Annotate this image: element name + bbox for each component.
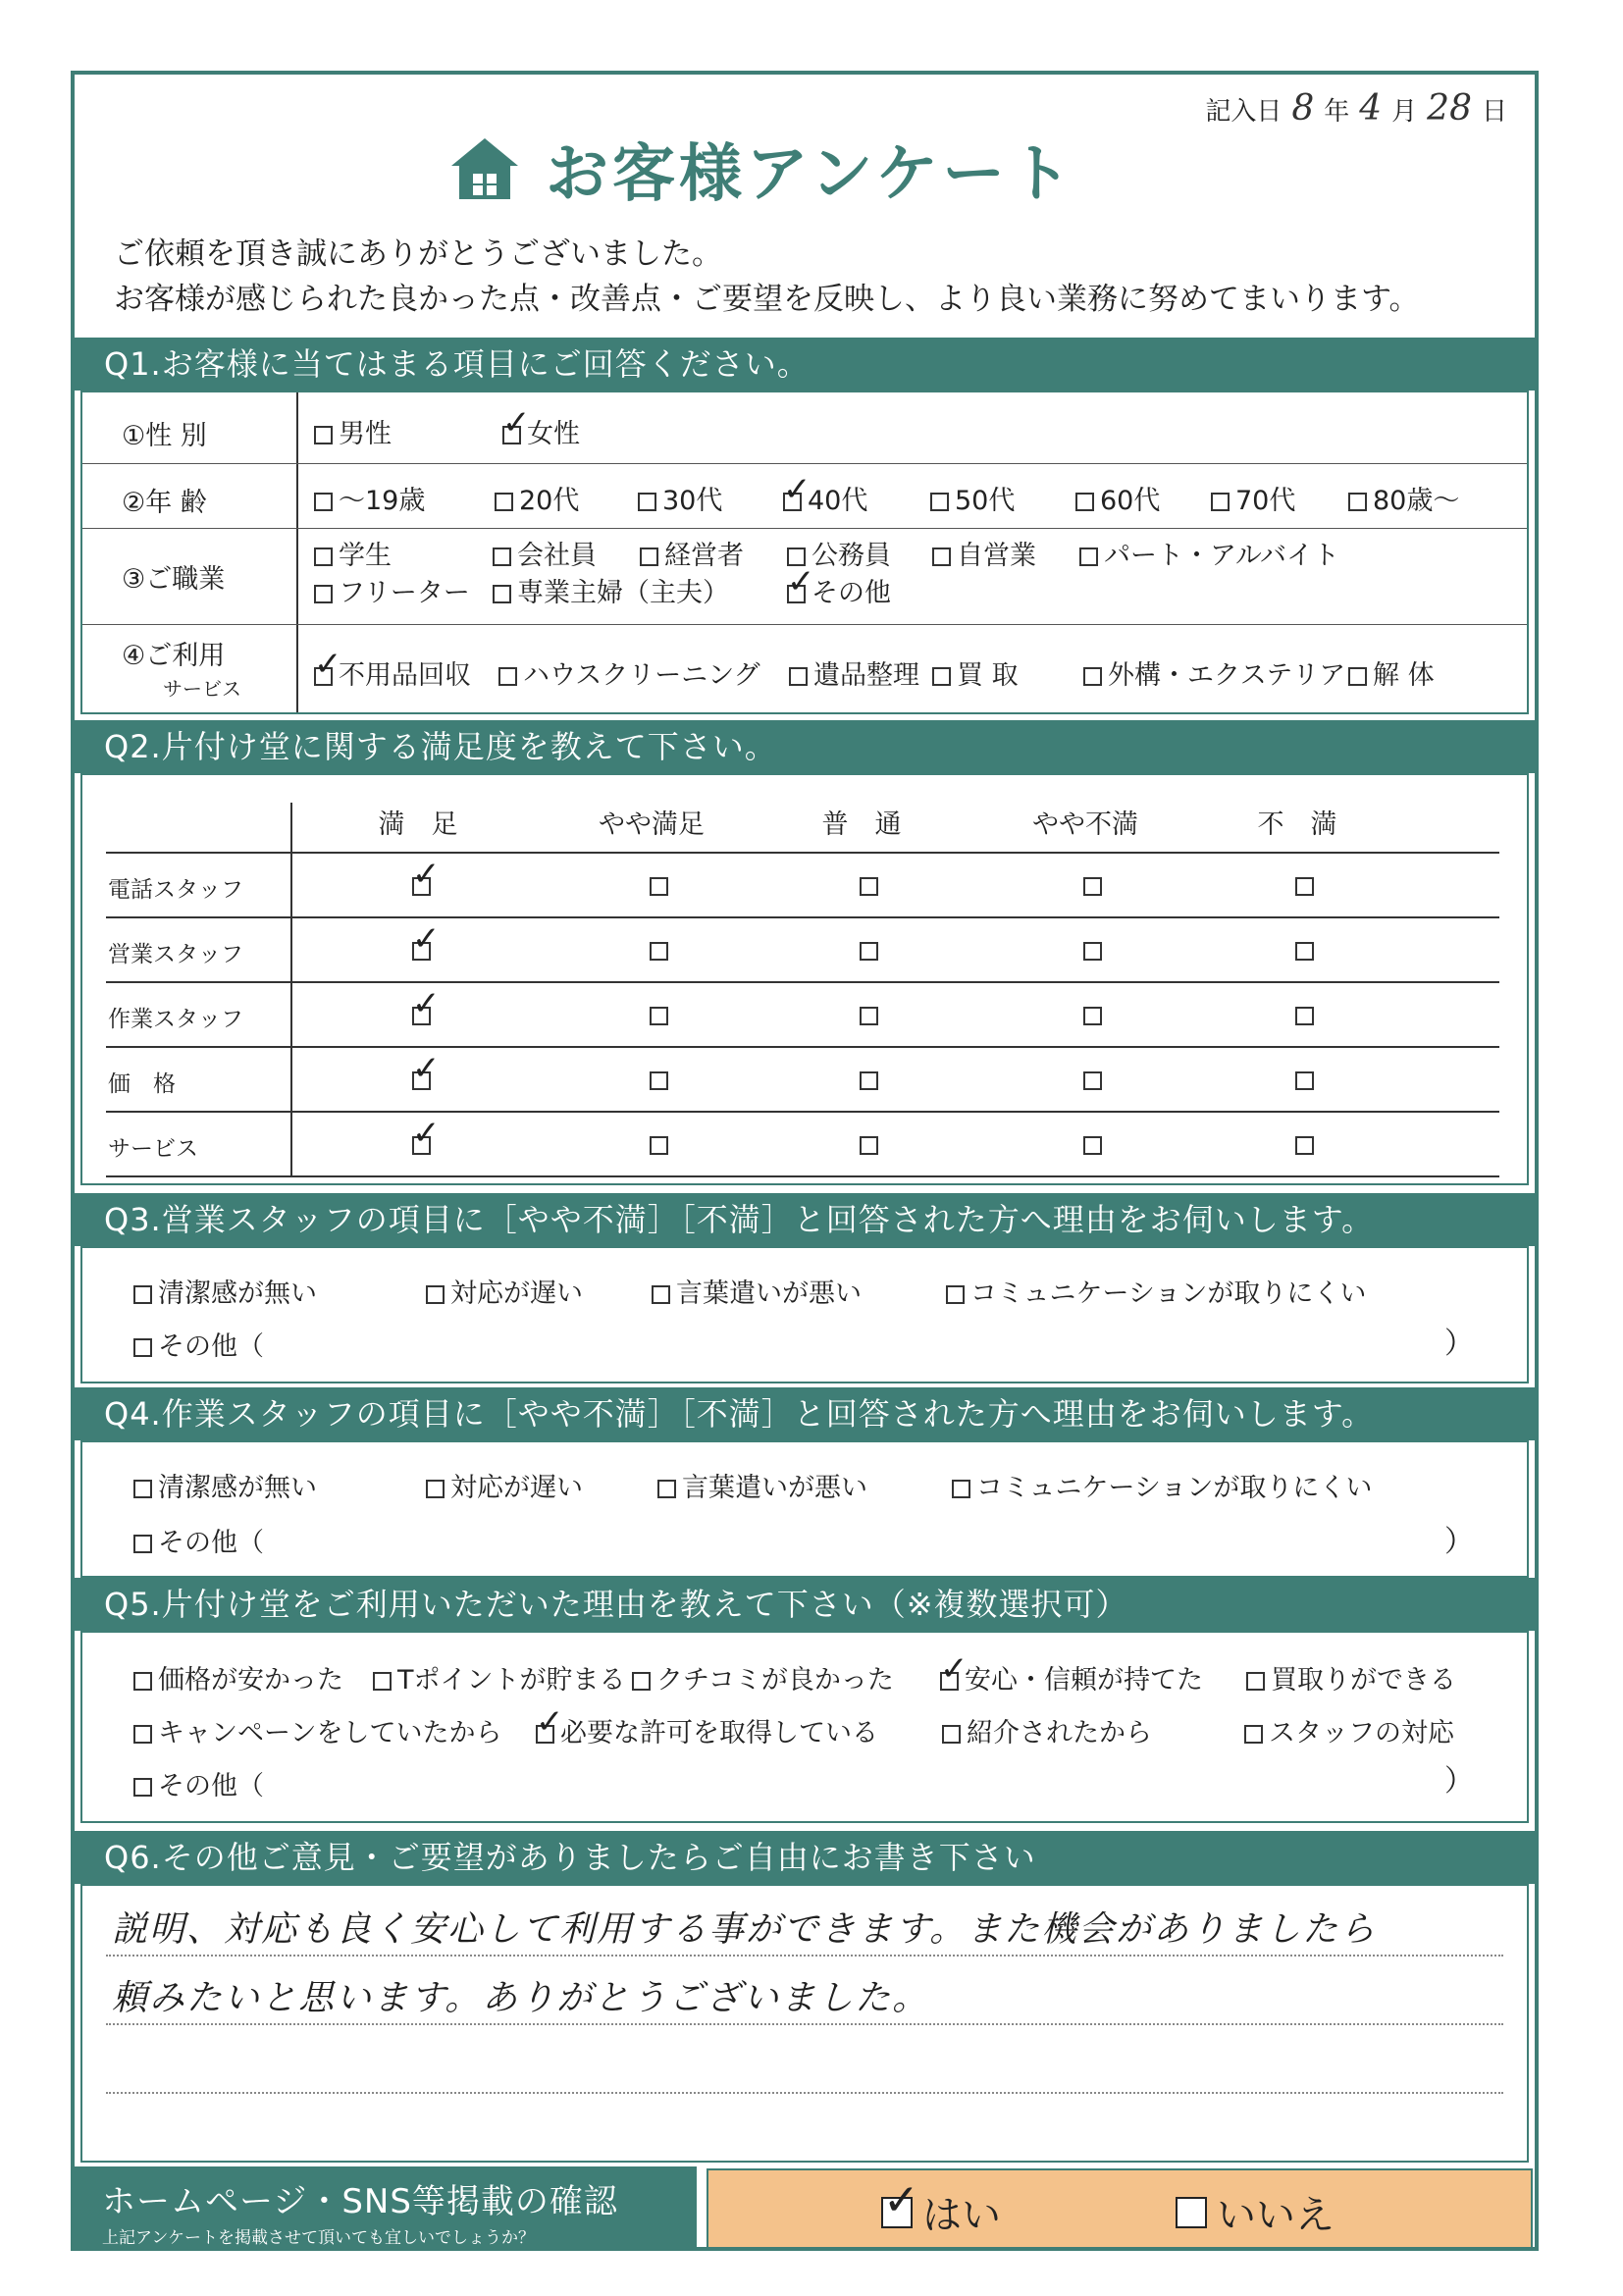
- publish-consent-subtitle: 上記アンケートを掲載させて頂いても宜しいでしょうか？: [102, 2228, 535, 2248]
- q3-option-communication[interactable]: コミュニケーションが取りにくい: [946, 1272, 1366, 1310]
- job-option-freeter[interactable]: フリーター: [314, 571, 470, 609]
- publish-consent-options: [707, 2168, 1533, 2249]
- q3-close-paren: ）: [1444, 1327, 1474, 1361]
- q2-row-label: 作業スタッフ: [108, 1007, 243, 1032]
- q2-rating-checkbox[interactable]: [1295, 877, 1314, 896]
- q5-option-campaign[interactable]: キャンペーンをしていたから: [133, 1711, 501, 1749]
- q6-section: [80, 1884, 1529, 2163]
- job-option-other[interactable]: ✓ その他: [787, 571, 891, 609]
- q2-row-divider: [106, 916, 1499, 918]
- q5-option-staff[interactable]: スタッフの対応: [1244, 1711, 1454, 1749]
- consent-no-checkbox[interactable]: [1176, 2197, 1207, 2228]
- q5-option-reviews[interactable]: クチコミが良かった: [632, 1658, 894, 1696]
- q5-option-trust[interactable]: ✓ 安心・信頼が持てた: [940, 1658, 1203, 1696]
- consent-no-label: いいえ: [1217, 2193, 1335, 2238]
- q5-option-other[interactable]: その他（: [133, 1764, 264, 1802]
- q2-rating-checkbox[interactable]: [1083, 942, 1102, 961]
- intro-line-1: ご依頼を頂き誠にありがとうございました。: [114, 236, 722, 272]
- age-option-under19[interactable]: ～19歳: [314, 479, 425, 517]
- q2-rating-checkbox[interactable]: [650, 1007, 668, 1025]
- q5-option-cheap[interactable]: 価格が安かった: [133, 1658, 343, 1696]
- gender-option-male[interactable]: 男性: [314, 412, 392, 450]
- age-option-20s[interactable]: 20代: [495, 479, 579, 517]
- gender-option-female[interactable]: ✓ 女性: [502, 412, 580, 450]
- date-year[interactable]: 8: [1291, 88, 1315, 129]
- job-option-civil-servant[interactable]: 公務員: [787, 534, 891, 572]
- job-option-student[interactable]: 学生: [314, 534, 392, 572]
- q2-rating-checkbox[interactable]: [1083, 877, 1102, 896]
- consent-no[interactable]: [1176, 2184, 1335, 2240]
- age-label: ②年 齢: [122, 488, 207, 518]
- service-option-junk-removal[interactable]: ✓ 不用品回収: [314, 653, 471, 692]
- date-label: 記入日: [1205, 97, 1283, 127]
- q4-option-other[interactable]: その他（: [133, 1521, 264, 1559]
- col-somewhat-dissatisfied: やや不満: [1032, 809, 1138, 840]
- q2-rating-checkbox[interactable]: [412, 1071, 431, 1090]
- q2-rating-checkbox[interactable]: [650, 1136, 668, 1155]
- publish-consent-title: ホームページ・SNS等掲載の確認: [102, 2182, 618, 2221]
- entry-date: [1205, 88, 1507, 129]
- col-satisfied: 満 足: [378, 809, 458, 840]
- service-option-purchase[interactable]: 買 取: [932, 653, 1019, 692]
- age-option-70s[interactable]: 70代: [1211, 479, 1295, 517]
- q2-rating-checkbox[interactable]: [860, 942, 878, 961]
- q2-rating-checkbox[interactable]: [1083, 1007, 1102, 1025]
- q4-option-rude[interactable]: 言葉遣いが悪い: [657, 1466, 867, 1504]
- q2-rating-checkbox[interactable]: [860, 1071, 878, 1090]
- date-day[interactable]: 28: [1427, 88, 1472, 129]
- job-option-self-employed[interactable]: 自営業: [932, 534, 1036, 572]
- q4-close-paren: ）: [1444, 1525, 1474, 1559]
- q4-option-unclean[interactable]: 清潔感が無い: [133, 1466, 317, 1504]
- service-option-demolition[interactable]: 解 体: [1348, 653, 1435, 692]
- date-month-unit: 月: [1391, 97, 1418, 127]
- job-option-executive[interactable]: 経営者: [640, 534, 744, 572]
- q3-section: [80, 1246, 1529, 1383]
- publish-consent: [75, 2166, 1535, 2251]
- gender-label: ①性 別: [122, 421, 207, 451]
- q3-option-other[interactable]: その他（: [133, 1325, 264, 1363]
- q6-header: Q6.その他ご意見・ご要望がありましたらご自由にお書き下さい: [75, 1831, 1535, 1884]
- service-option-house-cleaning[interactable]: ハウスクリーニング: [498, 653, 760, 692]
- q2-row-divider: [106, 1175, 1499, 1177]
- checkbox[interactable]: [314, 426, 333, 444]
- q5-section: [80, 1631, 1529, 1823]
- q2-rating-checkbox[interactable]: [1083, 1071, 1102, 1090]
- comment-line-2[interactable]: 頼みたいと思います。ありがとうございました。: [112, 1978, 930, 2018]
- publish-consent-label: [75, 2166, 697, 2251]
- consent-yes-label: はい: [922, 2193, 1001, 2238]
- age-option-80plus[interactable]: 80歳～: [1348, 479, 1459, 517]
- q4-option-communication[interactable]: コミュニケーションが取りにくい: [952, 1466, 1372, 1504]
- q1-header: Q1.お客様に当てはまる項目にご回答ください。: [75, 338, 1535, 391]
- q2-rating-checkbox[interactable]: [860, 1136, 878, 1155]
- q2-rating-checkbox[interactable]: [650, 942, 668, 961]
- q2-rating-checkbox[interactable]: [860, 877, 878, 896]
- q3-option-rude[interactable]: 言葉遣いが悪い: [652, 1272, 862, 1310]
- q3-header: Q3.営業スタッフの項目に［やや不満］［不満］と回答された方へ理由をお伺いします。: [75, 1193, 1535, 1246]
- age-option-50s[interactable]: 50代: [930, 479, 1015, 517]
- q2-rating-checkbox[interactable]: [1295, 1136, 1314, 1155]
- q2-rating-checkbox[interactable]: [1295, 1071, 1314, 1090]
- q2-rating-checkbox[interactable]: [412, 942, 431, 961]
- q2-row-label: 電話スタッフ: [108, 877, 243, 903]
- date-month[interactable]: 4: [1359, 88, 1383, 129]
- q2-rating-checkbox[interactable]: [1295, 1007, 1314, 1025]
- checkbox-checked[interactable]: [502, 426, 521, 444]
- q3-option-slow[interactable]: 対応が遅い: [426, 1272, 583, 1310]
- q4-section: [80, 1440, 1529, 1578]
- q2-header: Q2.片付け堂に関する満足度を教えて下さい。: [75, 720, 1535, 773]
- age-option-40s[interactable]: ✓ 40代: [783, 479, 867, 517]
- age-option-60s[interactable]: 60代: [1075, 479, 1160, 517]
- consent-yes[interactable]: [881, 2184, 1001, 2240]
- date-day-unit: 日: [1481, 97, 1507, 127]
- q3-option-unclean[interactable]: 清潔感が無い: [133, 1272, 317, 1310]
- q5-option-referral[interactable]: 紹介されたから: [942, 1711, 1152, 1749]
- intro-text: [114, 232, 1420, 322]
- page-header: [447, 124, 1075, 214]
- q2-rating-checkbox[interactable]: [412, 877, 431, 896]
- date-year-unit: 年: [1324, 97, 1350, 127]
- intro-line-2: お客様が感じられた良かった点・改善点・ご要望を反映し、より良い業務に努めてまいります。: [114, 282, 1420, 317]
- q2-rating-checkbox[interactable]: [650, 877, 668, 896]
- job-option-employee[interactable]: 会社員: [493, 534, 597, 572]
- service-option-estate-clearing[interactable]: 遺品整理: [789, 653, 919, 692]
- q5-option-licensed[interactable]: ✓ 必要な許可を取得している: [536, 1711, 878, 1749]
- q2-rating-checkbox[interactable]: [412, 1007, 431, 1025]
- q5-option-buyback[interactable]: 買取りができる: [1246, 1658, 1456, 1696]
- job-label: ③ご職業: [122, 564, 226, 595]
- col-neutral: 普 通: [821, 809, 902, 840]
- q4-header: Q4.作業スタッフの項目に［やや不満］［不満］と回答された方へ理由をお伺いします。: [75, 1387, 1535, 1440]
- q2-row-label: サービス: [108, 1136, 198, 1162]
- job-option-part-time[interactable]: パート・アルバイト: [1079, 534, 1339, 572]
- q2-rating-checkbox[interactable]: [1083, 1136, 1102, 1155]
- q2-rating-checkbox[interactable]: [1295, 942, 1314, 961]
- q2-row-label: 価 格: [108, 1071, 176, 1097]
- service-sublabel: サービス: [163, 677, 241, 701]
- page-title: お客様アンケート: [546, 138, 1076, 211]
- service-label: ④ご利用: [122, 641, 226, 671]
- q2-row-divider: [106, 1111, 1499, 1113]
- q2-rating-checkbox[interactable]: [412, 1136, 431, 1155]
- col-somewhat-satisfied: やや満足: [599, 809, 705, 840]
- survey-form: [71, 71, 1539, 2251]
- q4-option-slow[interactable]: 対応が遅い: [426, 1466, 583, 1504]
- col-dissatisfied: 不 満: [1257, 809, 1337, 840]
- job-option-homemaker[interactable]: 専業主婦（主夫）: [493, 571, 729, 609]
- q2-row-divider: [106, 981, 1499, 983]
- consent-yes-checkbox[interactable]: [881, 2197, 913, 2228]
- q2-section: [80, 773, 1529, 1185]
- house-icon: [447, 134, 522, 203]
- q5-header: Q5.片付け堂をご利用いただいた理由を教えて下さい（※複数選択可）: [75, 1578, 1535, 1631]
- q5-option-tpoint[interactable]: Tポイントが貯まる: [373, 1658, 626, 1696]
- comment-line-1[interactable]: 説明、対応も良く安心して利用する事ができます。また機会がありましたら: [112, 1909, 1378, 1950]
- q2-rating-checkbox[interactable]: [650, 1071, 668, 1090]
- q2-row-label: 営業スタッフ: [108, 942, 243, 967]
- q2-row-divider: [106, 1046, 1499, 1048]
- q2-rating-checkbox[interactable]: [860, 1007, 878, 1025]
- q5-close-paren: ）: [1444, 1764, 1474, 1799]
- service-option-exterior[interactable]: 外構・エクステリア: [1083, 653, 1345, 692]
- age-option-30s[interactable]: 30代: [638, 479, 722, 517]
- q1-section: [80, 391, 1529, 714]
